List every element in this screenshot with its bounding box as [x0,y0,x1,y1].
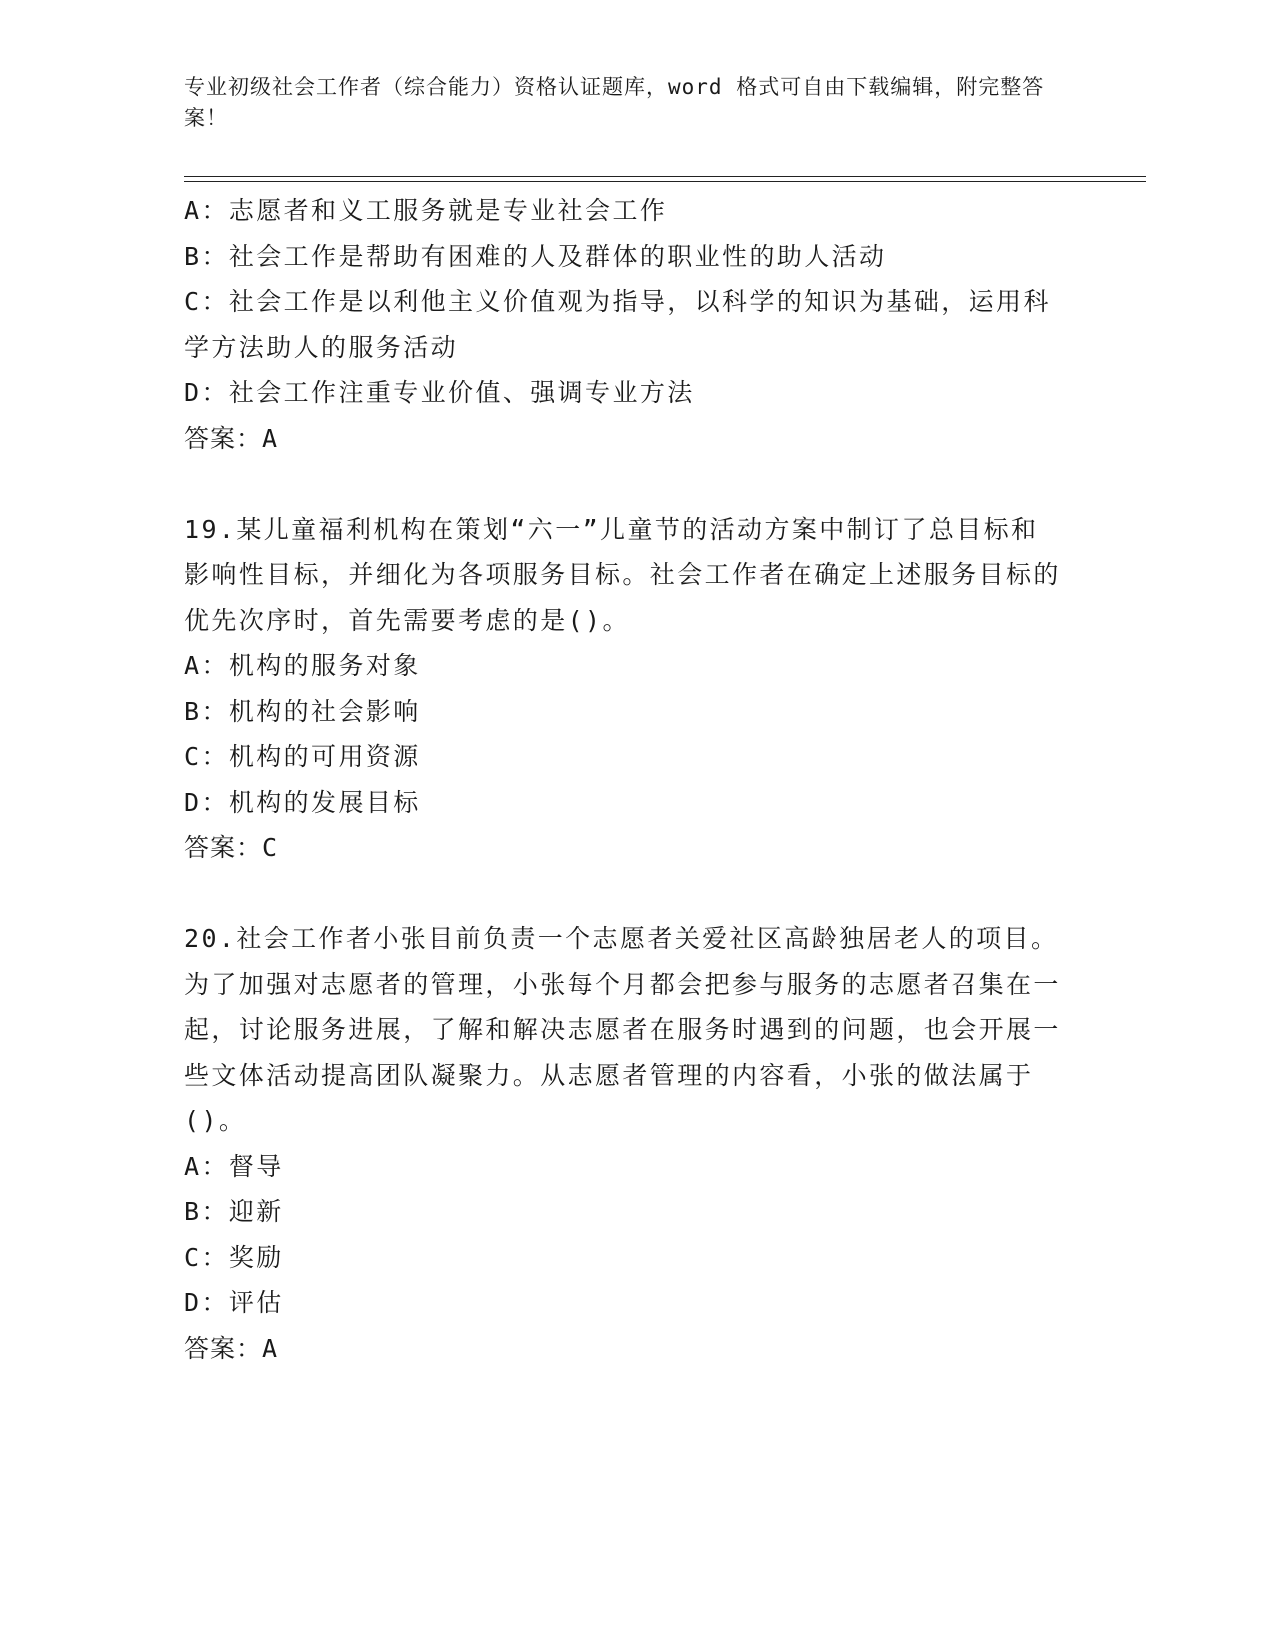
answer: 答案：A [184,1333,279,1363]
option-b: B：社会工作是帮助有困难的人及群体的职业性的助人活动 [184,241,887,271]
option-d: D：社会工作注重专业价值、强调专业方法 [184,378,695,407]
option-a: A：督导 [184,1151,284,1181]
option-a: A：机构的服务对象 [184,651,421,680]
answer: 答案：C [184,833,279,862]
option-d: D：评估 [184,1288,284,1317]
option-a: A：志愿者和义工服务就是专业社会工作 [184,196,668,225]
question-stem: 20.社会工作者小张目前负责一个志愿者关爱社区高龄独居老人的项目。为了加强对志愿者的管理，小张每个月都会把参与服务的志愿者召集在一起，讨论服务进展，了解和解决志愿者在服务时遇到的问题，也会开展一些文体活动提高团队凝聚力。从志愿者管理的内容看，小张的做法属于()。 [184,924,1061,1135]
option-b: B：机构的社会影响 [184,696,421,726]
header-divider-bottom [184,181,1146,182]
spacer [184,871,1064,917]
option-c: C：机构的可用资源 [184,742,421,771]
answer: 答案：A [184,423,279,453]
question-20 [184,916,1064,1371]
question-19 [184,507,1064,871]
option-d: D：机构的发展目标 [184,787,421,817]
question-stem: 19.某儿童福利机构在策划“六一”儿童节的活动方案中制订了总目标和影响性目标，并细化为各项服务目标。社会工作者在确定上述服务目标的优先次序时，首先需要考虑的是()。 [184,514,1061,635]
spacer [184,461,1064,507]
option-b: B：迎新 [184,1197,284,1226]
option-c: C：奖励 [184,1242,284,1272]
header-divider-top [184,176,1146,177]
page-header: 专业初级社会工作者（综合能力）资格认证题库，word 格式可自由下载编辑，附完整答案！ [184,75,1045,130]
option-c: C：社会工作是以利他主义价值观为指导，以科学的知识为基础，运用科学方法助人的服务活动 [184,287,1051,362]
question-18 [184,188,1064,461]
question-content [184,188,1064,1371]
